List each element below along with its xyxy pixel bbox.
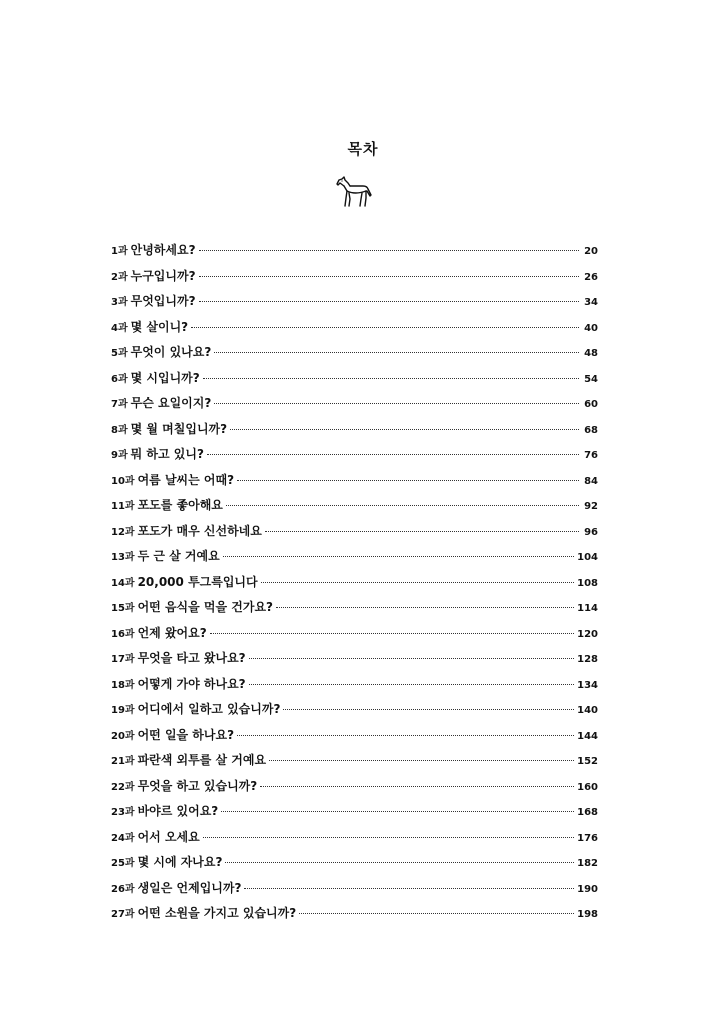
toc-entry — [111, 315, 598, 341]
entry-title: 몇 시에 자나요? — [137, 855, 223, 869]
entry-title: 무엇을 타고 왔나요? — [137, 651, 246, 665]
entry-title: 생일은 언제입니까? — [137, 880, 242, 895]
dot-leader — [226, 504, 579, 506]
toc-entry — [111, 825, 598, 851]
page-number: 182 — [577, 858, 598, 869]
entry-title: 안녕하세요? — [130, 243, 196, 257]
toc-entry — [111, 774, 598, 800]
lesson-number: 13과 — [111, 552, 135, 563]
lesson-number: 11과 — [111, 501, 135, 512]
toc-entry — [111, 723, 598, 749]
entry-title: 무슨 요일이지? — [130, 396, 212, 410]
entry-title: 20,000 투그륵입니다 — [137, 574, 258, 589]
lesson-number: 6과 — [111, 373, 128, 385]
page-number: 152 — [577, 756, 598, 767]
entry-title: 어떤 일을 하나요? — [137, 727, 235, 742]
lesson-number: 16과 — [111, 628, 135, 640]
entry-title: 여름 날씨는 어때? — [137, 472, 235, 487]
toc-entry — [111, 264, 598, 290]
dot-leader — [249, 657, 574, 659]
dot-leader — [225, 861, 574, 863]
entry-title: 누구입니까? — [130, 268, 196, 283]
page-number: 48 — [584, 348, 598, 359]
dot-leader — [221, 810, 574, 812]
lesson-number: 18과 — [111, 679, 135, 691]
toc-entry — [111, 672, 598, 698]
dot-leader — [265, 530, 579, 532]
dot-leader — [210, 632, 574, 634]
entry-title: 무엇을 하고 있습니까? — [137, 778, 258, 793]
page-number: 134 — [577, 679, 598, 691]
lesson-number: 26과 — [111, 883, 135, 895]
toc-entry — [111, 799, 598, 825]
toc-entry — [111, 850, 598, 876]
page-number: 96 — [584, 526, 598, 538]
dot-leader — [203, 836, 574, 838]
lesson-number: 1과 — [111, 246, 128, 257]
dot-leader — [191, 326, 579, 328]
toc-entry — [111, 544, 598, 570]
dot-leader — [214, 351, 579, 353]
table-of-contents — [111, 238, 598, 927]
toc-entry — [111, 340, 598, 366]
toc-entry — [111, 901, 598, 927]
dot-leader — [199, 275, 579, 277]
toc-entry — [111, 442, 598, 468]
lesson-number: 15과 — [111, 603, 135, 614]
lesson-number: 4과 — [111, 322, 128, 334]
entry-title: 몇 월 며칠입니까? — [130, 421, 228, 436]
entry-title: 무엇이 있나요? — [130, 345, 212, 359]
page-number: 140 — [577, 705, 598, 716]
entry-title: 어서 오세요 — [137, 829, 200, 844]
toc-entry — [111, 697, 598, 723]
toc-entry — [111, 366, 598, 392]
page-number: 26 — [584, 271, 598, 283]
page-number: 176 — [577, 832, 598, 844]
entry-title: 언제 왔어요? — [137, 625, 207, 640]
toc-entry — [111, 876, 598, 902]
page-number: 20 — [584, 246, 598, 257]
lesson-number: 19과 — [111, 705, 135, 716]
dot-leader — [261, 581, 575, 583]
dot-leader — [203, 377, 579, 379]
lesson-number: 23과 — [111, 807, 135, 818]
page-number: 34 — [584, 297, 598, 308]
entry-title: 포도를 좋아해요 — [137, 498, 223, 512]
dot-leader — [237, 734, 574, 736]
lesson-number: 27과 — [111, 909, 135, 920]
entry-title: 어떤 음식을 먹을 건가요? — [137, 600, 273, 614]
dot-leader — [199, 300, 579, 302]
dot-leader — [276, 606, 574, 608]
page-number: 76 — [584, 450, 598, 461]
toc-entry — [111, 519, 598, 545]
dot-leader — [249, 683, 574, 685]
lesson-number: 12과 — [111, 526, 135, 538]
toc-entry — [111, 493, 598, 519]
dot-leader — [299, 912, 574, 914]
dot-leader — [223, 555, 574, 557]
page-number: 190 — [577, 883, 598, 895]
toc-entry — [111, 595, 598, 621]
lesson-number: 21과 — [111, 756, 135, 767]
page-number: 160 — [577, 781, 598, 793]
toc-entry — [111, 468, 598, 494]
lesson-number: 14과 — [111, 577, 135, 589]
entry-title: 어떤 소원을 가지고 있습니까? — [137, 906, 297, 920]
page-number: 114 — [577, 603, 598, 614]
page-number: 60 — [584, 399, 598, 410]
entry-title: 바야르 있어요? — [137, 804, 219, 818]
page-number: 198 — [577, 909, 598, 920]
dot-leader — [214, 402, 579, 404]
entry-title: 어떻게 가야 하나요? — [137, 676, 246, 691]
dot-leader — [230, 428, 579, 430]
toc-entry — [111, 621, 598, 647]
entry-title: 포도가 매우 신선하네요 — [137, 523, 262, 538]
dot-leader — [237, 479, 579, 481]
dot-leader — [283, 708, 574, 710]
entry-title: 몇 살이니? — [130, 319, 189, 334]
lesson-number: 2과 — [111, 271, 128, 283]
page-number: 120 — [577, 628, 598, 640]
page-number: 54 — [584, 373, 598, 385]
page-number: 128 — [577, 654, 598, 665]
lesson-number: 24과 — [111, 832, 135, 844]
page-number: 144 — [577, 730, 598, 742]
dot-leader — [207, 453, 579, 455]
entry-title: 파란색 외투를 살 거예요 — [137, 753, 267, 767]
entry-title: 뭐 하고 있니? — [130, 447, 204, 461]
lesson-number: 9과 — [111, 450, 128, 461]
page-number: 92 — [584, 501, 598, 512]
toc-entry — [111, 417, 598, 443]
toc-entry — [111, 238, 598, 264]
entry-title: 무엇입니까? — [130, 294, 196, 308]
entry-title: 두 근 살 거예요 — [137, 549, 220, 563]
lesson-number: 20과 — [111, 730, 135, 742]
toc-entry — [111, 570, 598, 596]
lesson-number: 8과 — [111, 424, 128, 436]
toc-entry — [111, 748, 598, 774]
toc-entry — [111, 646, 598, 672]
toc-entry — [111, 289, 598, 315]
lesson-number: 22과 — [111, 781, 135, 793]
dot-leader — [269, 759, 574, 761]
page-number: 104 — [577, 552, 598, 563]
page-number: 168 — [577, 807, 598, 818]
dot-leader — [260, 785, 574, 787]
entry-title: 어디에서 일하고 있습니까? — [137, 702, 281, 716]
dot-leader — [199, 249, 579, 251]
toc-entry — [111, 391, 598, 417]
lesson-number: 17과 — [111, 654, 135, 665]
lesson-number: 10과 — [111, 475, 135, 487]
page-number: 84 — [584, 475, 598, 487]
page-number: 108 — [577, 577, 598, 589]
page-title: 목차 — [347, 140, 379, 158]
lesson-number: 5과 — [111, 348, 128, 359]
lesson-number: 7과 — [111, 399, 128, 410]
entry-title: 몇 시입니까? — [130, 370, 200, 385]
lesson-number: 3과 — [111, 297, 128, 308]
lesson-number: 25과 — [111, 858, 135, 869]
dot-leader — [244, 887, 574, 889]
page-number: 68 — [584, 424, 598, 436]
horse-icon — [335, 176, 373, 208]
page-number: 40 — [584, 322, 598, 334]
